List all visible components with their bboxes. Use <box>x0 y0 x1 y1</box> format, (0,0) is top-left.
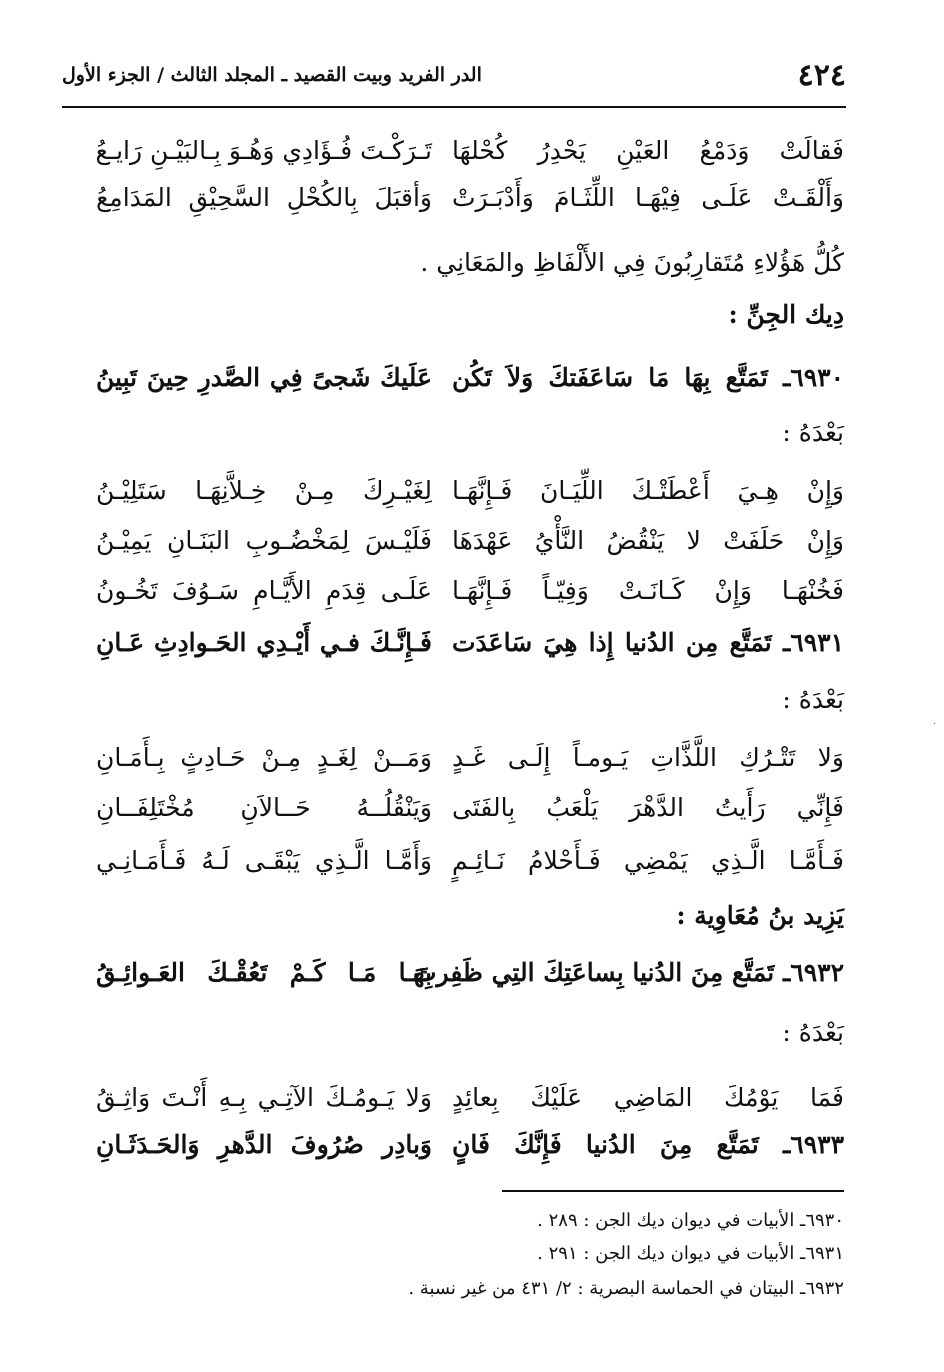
verse-first-hemistich: وَأَلْقَـتْ عَلَـى فِيْهَـا اللِّثَـامَ وَأَدْبَـرَتْ <box>452 183 844 212</box>
verse-first-hemistich: وَإِنْ حَلَفَتْ لا يَنْقُضُ النَّأْيُ عَهْدَهَا <box>452 526 844 555</box>
numbered-verse-6930 <box>96 355 844 401</box>
footnote: ٦٩٣٠ـ الأبيات في ديوان ديك الجن : ٢٨٩ . <box>537 1210 844 1231</box>
footnote-separator <box>502 1190 844 1192</box>
header-rule <box>62 106 846 108</box>
verse-second-hemistich: وَأَمَّـا الَّـذِي يَبْقَـى لَـهُ فَـأَمَـانِـي <box>96 846 432 875</box>
verse-first-hemistich: ٦٩٣٢ـ تَمَتَّع مِنَ الدُنيا بِساعَتِكَ التِي ظَفِرتَ <box>413 958 844 987</box>
verse-first-hemistich: فَـأَمَّـا الَّـذِي يَمْضِي فَـأَحْلامُ نَـائِـمٍ <box>452 846 844 875</box>
verse-first-hemistich: وَإِنْ هِـيَ أَعْطَتْـكَ اللِّيَـانَ فَـإِنَّهَـا <box>452 476 844 505</box>
continuation-label: بَعْدَهُ : <box>782 418 844 447</box>
verse-line <box>96 568 844 614</box>
numbered-verse-6933 <box>96 1122 844 1168</box>
verse-line <box>96 735 844 781</box>
verse-first-hemistich: فَقالَتْ وَدَمْعُ العَيْنِ يَحْدِرُ كُحْلهَا <box>452 136 844 165</box>
verse-first-hemistich: ٦٩٣٣ـ تَمَتَّع مِنَ الدُنيا فَإِنَّكَ فَانٍ <box>452 1130 844 1159</box>
verse-second-hemistich: وَيَنْقُلُــهُ حَــالاَنِ مُخْتَلِفَــانِ <box>96 793 432 822</box>
verse-first-hemistich: فَمَا يَوْمُكَ المَاضِي عَلَيْكَ بِعائِدٍ <box>452 1083 844 1112</box>
verse-line <box>96 785 844 831</box>
numbered-verse-6932 <box>96 950 844 996</box>
verse-second-hemistich: بِهَـا مَـا كَـمْ تَعُقْـكَ العَـوائِـقُ <box>96 958 432 987</box>
page-number: ٤٢٤ <box>797 58 846 93</box>
verse-line <box>96 838 844 884</box>
continuation-label: بَعْدَهُ : <box>782 1018 844 1047</box>
verse-first-hemistich: فَإِنِّي رَأَيتُ الدَّهْرَ يَلْعَبُ بِالفَتَى <box>452 793 844 822</box>
verse-first-hemistich: وَلا تَتْـرُكِ اللَّذَّاتِ يَـومـاً إِلَـى غَـدٍ <box>452 743 844 772</box>
verse-second-hemistich: فَلَيْـسَ لِمَخْضُـوبِ البَنَـانِ يَمِيْـنُ <box>96 526 432 555</box>
verse-line <box>96 175 844 221</box>
poet-heading: دِيك الجِنِّ : <box>728 300 844 329</box>
verse-second-hemistich: عَلَيكَ شَجىً فِي الصَّدرِ حِينَ تَبِينُ <box>96 363 432 392</box>
verse-second-hemistich: وَأقبَلَ بِالكُحْلِ السَّحِيْقِ المَدَامِعُ <box>96 183 432 212</box>
verse-line <box>96 518 844 564</box>
verse-second-hemistich: فَـإِنَّـكَ فـي أَيْـدِي الحَـوادِثِ عَـانِ <box>96 628 432 657</box>
verse-line <box>96 468 844 514</box>
verse-second-hemistich: عَلَـى قِدَمِ الأَيَّـامِ سَـوُفَ تَخُـونُ <box>96 576 432 605</box>
numbered-verse-6931 <box>96 620 844 666</box>
footnote: ٦٩٣١ـ الأبيات في ديوان ديك الجن : ٢٩١ . <box>537 1243 844 1264</box>
verse-second-hemistich: وَلا يَـومُـكَ الآتِـي بِـهِ أَنْـتَ وَاثِـقُ <box>96 1083 432 1112</box>
verse-second-hemistich: لِغَيْـرِكَ مِـنْ خِـلاَّنِهَـا سَتَلِيْـنُ <box>96 476 432 505</box>
verse-second-hemistich: تَـرَكْـتَ فُـؤَادِي وَهُـوَ بِـالبَيْـنِ رَايـعُ <box>95 136 432 165</box>
verse-second-hemistich: وَبادِر صُرُوفَ الدَّهرِ وَالحَـدَثَـانِ <box>96 1130 432 1159</box>
page-header <box>62 58 846 102</box>
poet-heading: يَزِيد بنُ مُعَاوِية : <box>676 901 844 930</box>
verse-first-hemistich: ٦٩٣١ـ تَمَتَّع مِن الدُنيا إِذا هِيَ سَاعَدَت <box>452 628 844 657</box>
continuation-label: بَعْدَهُ : <box>782 685 844 714</box>
margin-mark: · <box>933 719 937 730</box>
verse-first-hemistich: فَخُنْهَـا وَإِنْ كَـانَـتْ وَفِيّـاً فَـإِنَّهَـا <box>452 576 844 605</box>
verse-second-hemistich: وَمَــنْ لِغَـدٍ مِـنْ حَـادِثٍ بِـأَمَـانِ <box>96 743 432 772</box>
verse-line <box>96 128 844 174</box>
verse-line <box>96 1075 844 1121</box>
verse-first-hemistich: ٦٩٣٠ـ تَمَتَّع بِهَا مَا سَاعَفَتكَ وَلاَ تَكُن <box>452 363 844 392</box>
footnote: ٦٩٣٢ـ البيتان في الحماسة البصرية : ٢/ ٤٣١ من غير نسبة . <box>408 1278 844 1299</box>
commentary-text: كُلُّ هَؤُلاءِ مُتَقارِبُونَ فِي الأَلْفَاظِ والمَعَانِي . <box>420 248 844 277</box>
running-title: الدر الفريد وبيت القصيد ـ المجلد الثالث / الجزء الأول <box>62 64 482 86</box>
